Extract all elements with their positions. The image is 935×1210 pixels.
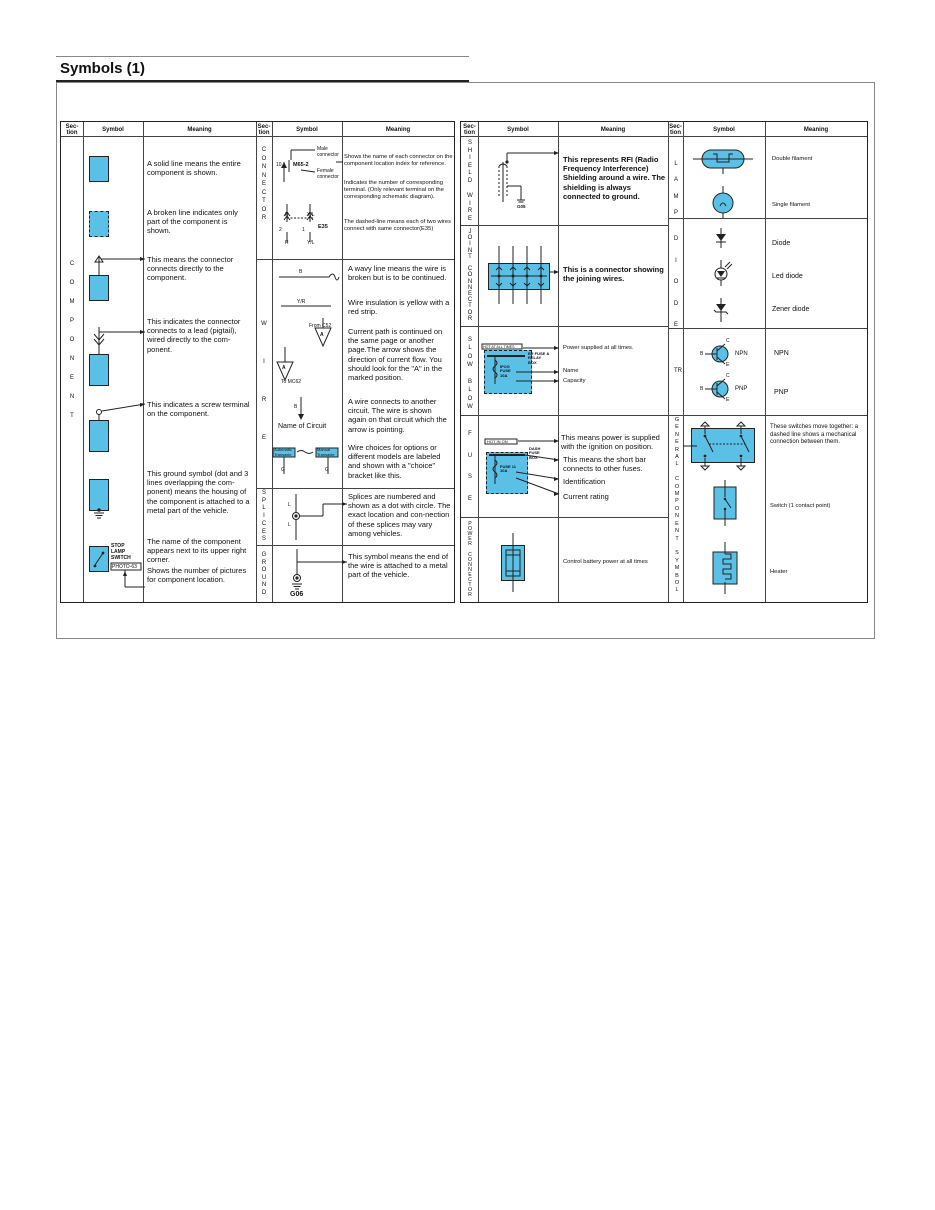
- component-meaning-6: This ground symbol (dot and 3 lines overlapping the com-ponent) means the housing of the component is attached to a metal part of the vehicle.: [147, 469, 250, 515]
- splices-l-label-2: L: [288, 522, 291, 528]
- lamp-meaning-1: Double filament: [772, 156, 813, 162]
- component-pigtail-symbol: [89, 354, 109, 386]
- fuse-box-label: DASH FUSE BOX: [529, 446, 541, 460]
- pnp-e-label: E: [726, 397, 730, 403]
- fuse-meaning-1: This means power is supplied with the ignition on position.: [561, 433, 660, 452]
- table-header-rule: [61, 136, 454, 137]
- component-connector-symbol: [89, 275, 109, 301]
- fuse-hot-label: HOT IN ON: [487, 439, 508, 444]
- wire-manual-label: Manual Transaxle: [317, 447, 335, 457]
- component-meaning-8: Shows the number of pictures for component location.: [147, 566, 247, 585]
- wire-name-circuit-label: Name of Circuit: [278, 423, 327, 430]
- section-header: Sec- tion: [65, 124, 79, 136]
- section-header-2: Sec- tion: [257, 124, 271, 136]
- component-meaning-2: A broken line indicates only part of the component is shown.: [147, 208, 238, 236]
- section-header-4: Sec- tion: [669, 124, 682, 136]
- wire-meaning-5: Wire choices for options or different models are labeled and shown with a "choice" bracket like this.: [348, 443, 441, 480]
- slow-blow-meaning-2: Name: [563, 368, 579, 374]
- stop-lamp-label: STOP LAMP SWITCH: [111, 543, 131, 561]
- symbol-header-2: Symbol: [296, 127, 318, 133]
- connector-female-label: Female connector: [317, 168, 339, 180]
- symbol-header-4: Symbol: [713, 127, 735, 133]
- wire-g-label-2: G: [325, 467, 329, 473]
- section-power-connector: P O W E R C O N N E C T O R: [467, 521, 473, 599]
- meaning-header-4: Meaning: [803, 127, 829, 133]
- connector-yl-top: Y/L: [307, 212, 315, 218]
- general-meaning-1: These switches move together: a dashed line shows a mechanical connection between them.: [770, 424, 859, 445]
- fuse-meaning-2: This means the short bar connects to other fuses.: [563, 455, 646, 474]
- section-joint-connector: J O I N T C O N N E C T O R: [467, 229, 473, 322]
- diode-meaning-3: Zener diode: [772, 306, 810, 313]
- header-rule-top: [56, 56, 469, 57]
- connector-num-10: 10: [276, 162, 282, 168]
- ground-g06-label: G06: [290, 591, 304, 598]
- wire-meaning-1: A wavy line means the wire is broken but is to be continued.: [348, 264, 447, 283]
- npn-c-label: C: [726, 338, 730, 344]
- section-general: G E N E R A L C O M P O N E N T S Y M B O L: [674, 417, 680, 594]
- component-meaning-5: This indicates a screw terminal on the component.: [147, 400, 250, 419]
- ground-meaning: This symbol means the end of the wire is attached to a metal part of the vehicle.: [348, 552, 449, 580]
- wire-b-label: B: [299, 269, 303, 275]
- joint-meaning: This is a connector showing the joining wires.: [563, 265, 664, 284]
- wire-meaning-4: A wire connects to another circuit. The wire is shown again on that circuit which the arrow is pointing.: [348, 397, 447, 434]
- tr-meaning-1: NPN: [774, 350, 789, 357]
- connector-e35: E35: [318, 224, 328, 230]
- shield-meaning: This represents RFI (Radio Frequency Interference) Shielding around a wire. The shielding is always connected to ground.: [563, 155, 666, 201]
- slow-blow-hot-label: HOT AT ALL TIMES: [483, 345, 515, 349]
- fuse-meaning-3: Identification: [563, 477, 606, 486]
- section-ground: G R O U N D: [261, 552, 267, 596]
- pnp-b-label: B: [700, 386, 704, 392]
- section-wire: W I R E: [261, 321, 267, 441]
- wire-a-label-1: A: [320, 332, 324, 338]
- wire-yr-label: Y/R: [297, 299, 306, 305]
- connector-male-label: Male connector: [317, 146, 339, 158]
- wire-g-label-1: G: [281, 467, 285, 473]
- section-tr: TR: [674, 368, 682, 374]
- connector-r-top: R: [285, 212, 289, 218]
- meaning-header-3: Meaning: [600, 127, 626, 133]
- wire-a-label-2: A: [282, 365, 286, 371]
- wire-to-label: To MC62: [281, 379, 302, 385]
- page-title: Symbols (1): [60, 60, 146, 77]
- general-meaning-3: Heater: [770, 569, 788, 575]
- shield-g05-label: G05: [517, 204, 526, 209]
- section-header-3: Sec- tion: [463, 124, 476, 136]
- connector-meaning-1: Shows the name of each connector on the component location index for reference.: [344, 154, 453, 167]
- slow-blow-fuse-label: IFOG FUSE 10A: [500, 364, 511, 378]
- pnp-c-label: C: [726, 373, 730, 379]
- fuse-meaning-4: Current rating: [563, 492, 609, 501]
- slow-blow-meaning-1: Power supplied at all times.: [563, 345, 634, 351]
- section-lamp: L A M P: [673, 161, 679, 217]
- component-meaning-1: A solid line means the entire component is shown.: [147, 159, 241, 178]
- component-solid-symbol: [89, 156, 109, 182]
- splices-meaning: Splices are numbered and shown as a dot with circle. The exact location and con-nection of these splices may vary among vehicles.: [348, 492, 451, 538]
- lamp-meaning-2: Single filament: [772, 202, 811, 208]
- connector-yl-bottom: Y/L: [307, 240, 315, 246]
- connector-m65: M65-2: [293, 162, 309, 168]
- tr-meaning-2: PNP: [774, 389, 789, 396]
- npn-b-label: B: [700, 351, 704, 357]
- npn-e-label: E: [726, 362, 730, 368]
- component-screw-symbol: [89, 420, 109, 452]
- slow-blow-box-label: ER FUSE & RELAY BOX: [528, 351, 550, 365]
- pnp-symbol-label: PNP: [735, 386, 748, 392]
- connector-num-2: 2: [279, 227, 282, 233]
- splices-l-label-1: L: [288, 502, 291, 508]
- section-slow-blow: S L O W B L O W: [467, 337, 473, 411]
- power-connector-meaning: Control battery power at all times: [563, 559, 648, 565]
- connector-meaning-3: The dashed-line means each of two wires connect with same connector(E35): [344, 219, 451, 232]
- component-meaning-4: This indicates the connector connects to a lead (pigtail), wired directly to the com-ponent.: [147, 317, 241, 354]
- component-dashed-symbol: [89, 211, 109, 237]
- section-connector: C O N N E C T O R: [261, 147, 267, 221]
- right-symbol-table: [460, 121, 868, 603]
- meaning-header: Meaning: [187, 127, 212, 133]
- wire-meaning-2: Wire insulation is yellow with a red strip.: [348, 298, 450, 317]
- symbol-header: Symbol: [102, 127, 124, 133]
- npn-symbol-label: NPN: [735, 351, 748, 357]
- general-meaning-2: Switch (1 contact point): [770, 503, 831, 509]
- section-diode: D I O D E: [673, 236, 679, 329]
- photo-label: PHOTO-63: [112, 564, 137, 570]
- meaning-header-2: Meaning: [385, 127, 411, 133]
- slow-blow-meaning-3: Capacity: [563, 378, 586, 384]
- section-splices: S P L I C E S: [261, 490, 267, 543]
- component-meaning-3: This means the connector connects directly to the component.: [147, 255, 234, 283]
- wire-from-label: From C52: [309, 323, 332, 329]
- connector-num-1: 1: [302, 227, 305, 233]
- ground-symbol: [61, 122, 62, 123]
- component-meaning-7: The name of the component appears next to its upper right corner.: [147, 537, 247, 565]
- general-dual-switch-lines: [461, 122, 462, 123]
- diode-meaning-2: Led diode: [772, 273, 803, 280]
- diode-meaning-1: Diode: [772, 240, 791, 247]
- connector-meaning-2: Indicates the number of corresponding terminal. (Only relevant terminal on the corresponding schematic diagram).: [344, 180, 444, 200]
- wire-auto-label: Automatic Transaxle: [274, 447, 292, 457]
- section-shield-wire: S H I E L D W I R E: [467, 140, 473, 222]
- left-symbol-table: [60, 121, 455, 603]
- section-fuse: F U S E: [467, 431, 473, 502]
- wire-meaning-3: Current path is continued on the same page or another page.The arrow shows the direction of current flow. You should look for the "A" in the marked position.: [348, 327, 443, 383]
- symbol-header-3: Symbol: [507, 127, 529, 133]
- wire-b-label-2: B: [294, 404, 298, 410]
- component-ground-symbol: [89, 479, 109, 511]
- connector-r-bottom: R: [285, 240, 289, 246]
- fuse-fuse-label: FUSE 11 10A: [500, 464, 517, 474]
- section-component: C O M P O N E N T: [69, 261, 75, 419]
